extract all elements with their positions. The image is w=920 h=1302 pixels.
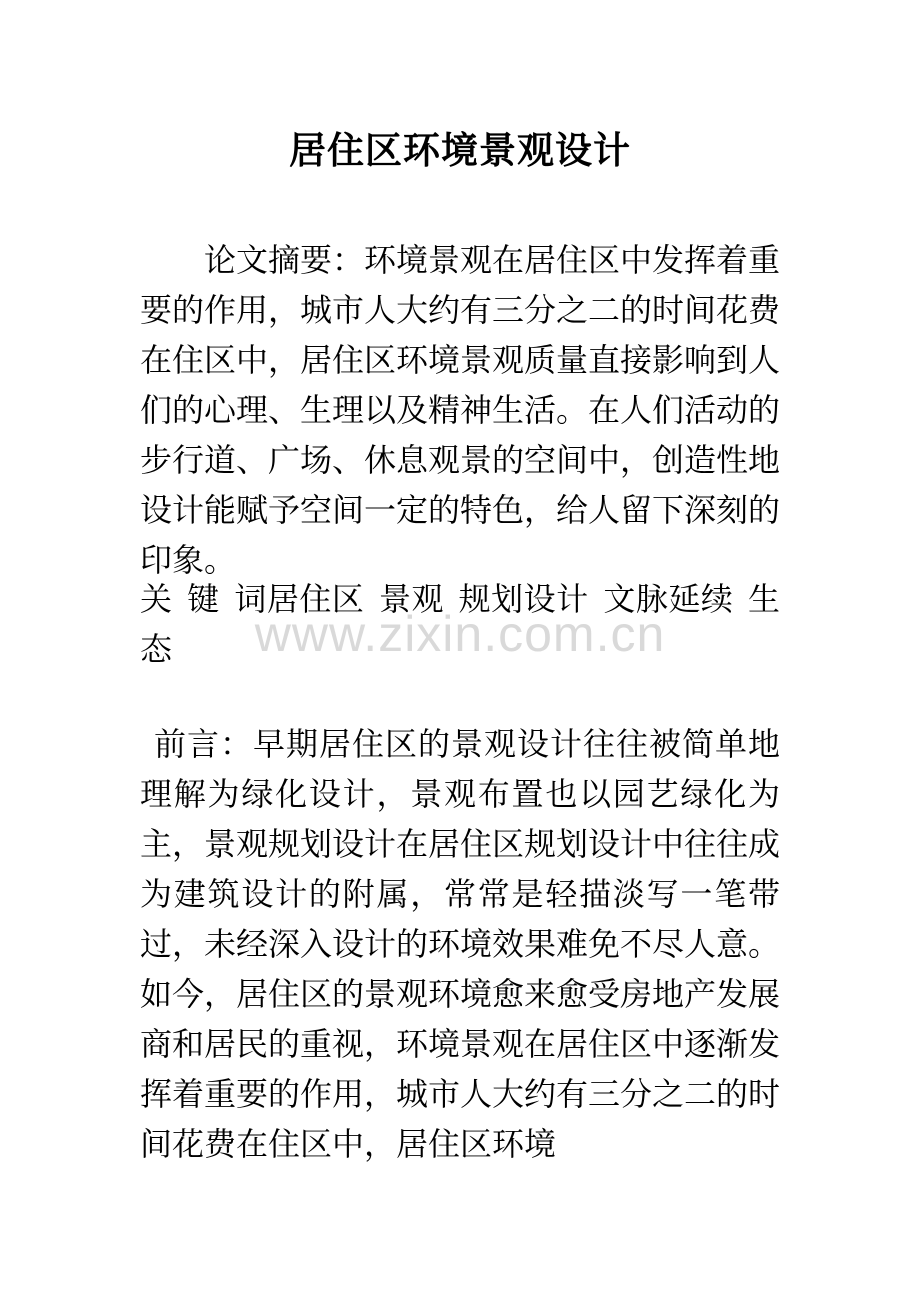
watermark-text: www.zixin.com.cn xyxy=(254,606,666,662)
document-title: 居住区环境景观设计 xyxy=(289,128,631,172)
keywords-paragraph: 关 键 词居住区 景观 规划设计 文脉延续 生态 xyxy=(140,580,780,668)
preface-paragraph: 前言：早期居住区的景观设计往往被简单地理解为绿化设计，景观布置也以园艺绿化为主，景观规划设计在居住区规划设计中往往成为建筑设计的附属，常常是轻描淡写一笔带过，未经深入设计的环境效果难免不尽人意。如今，居住区的景观环境愈来愈受房地产发展商和居民的重视，环境景观在居住区中逐渐发挥着重要的作用，城市人大约有三分之二的时间花费在住区中，居住区环境 xyxy=(140,725,781,1163)
abstract-paragraph: 论文摘要：环境景观在居住区中发挥着重要的作用，城市人大约有三分之二的时间花费在住区中，居住区环境景观质量直接影响到人们的心理、生理以及精神生活。在人们活动的步行道、广场、休息观景的空间中，创造性地设计能赋予空间一定的特色，给人留下深刻的印象。 xyxy=(140,241,781,579)
